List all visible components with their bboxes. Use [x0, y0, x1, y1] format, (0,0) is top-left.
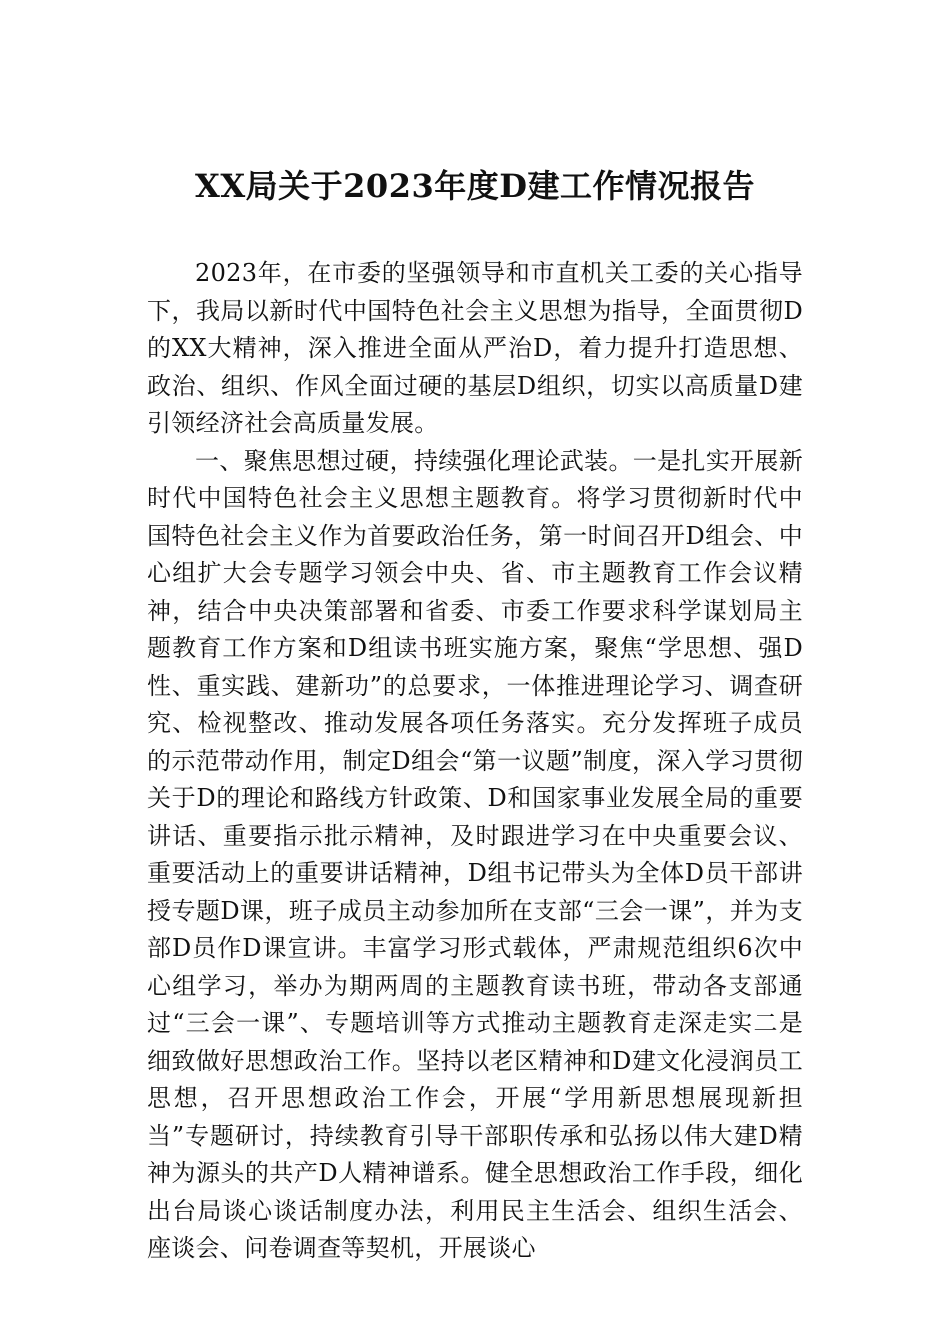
section-one-paragraph: 一、聚焦思想过硬，持续强化理论武装。一是扎实开展新时代中国特色社会主义思想主题教育。将学习贯彻新时代中国特色社会主义作为首要政治任务，第一时间召开D组会、中心组扩大会专题学习领会中央、省、市主题教育工作会议精神，结合中央决策部署和省委、市委工作要求科学谋划局主题教育工作方案和D组读书班实施方案，聚焦“学思想、强D性、重实践、建新功”的总要求，一体推进理论学习、调查研究、检视整改、推动发展各项任务落实。充分发挥班子成员的示范带动作用，制定D组会“第一议题”制度，深入学习贯彻关于D的理论和路线方针政策、D和国家事业发展全局的重要讲话、重要指示批示精神，及时跟进学习在中央重要会议、重要活动上的重要讲话精神，D组书记带头为全体D员干部讲授专题D课，班子成员主动参加所在支部“三会一课”，并为支部D员作D课宣讲。丰富学习形式载体，严肃规范组织6次中心组学习，举办为期两周的主题教育读书班，带动各支部通过“三会一课”、专题培训等方式推动主题教育走深走实二是细致做好思想政治工作。坚持以老区精神和D建文化浸润员工思想，召开思想政治工作会，开展“学用新思想展现新担当”专题研讨，持续教育引导干部职传承和弘扬以伟大建D精神为源头的共产D人精神谱系。健全思想政治工作手段，细化出台局谈心谈话制度办法，利用民主生活会、组织生活会、座谈会、问卷调查等契机，开展谈心 [147, 446, 803, 1262]
document-title: XX局关于2023年度D建工作情况报告 [195, 167, 755, 205]
document-body [147, 255, 803, 1268]
intro-paragraph: 2023年，在市委的坚强领导和市直机关工委的关心指导下，我局以新时代中国特色社会主义思想为指导，全面贯彻D的XX大精神，深入推进全面从严治D，着力提升打造思想、政治、组织、作风全面过硬的基层D组织，切实以高质量D建引领经济社会高质量发展。 [147, 259, 803, 437]
